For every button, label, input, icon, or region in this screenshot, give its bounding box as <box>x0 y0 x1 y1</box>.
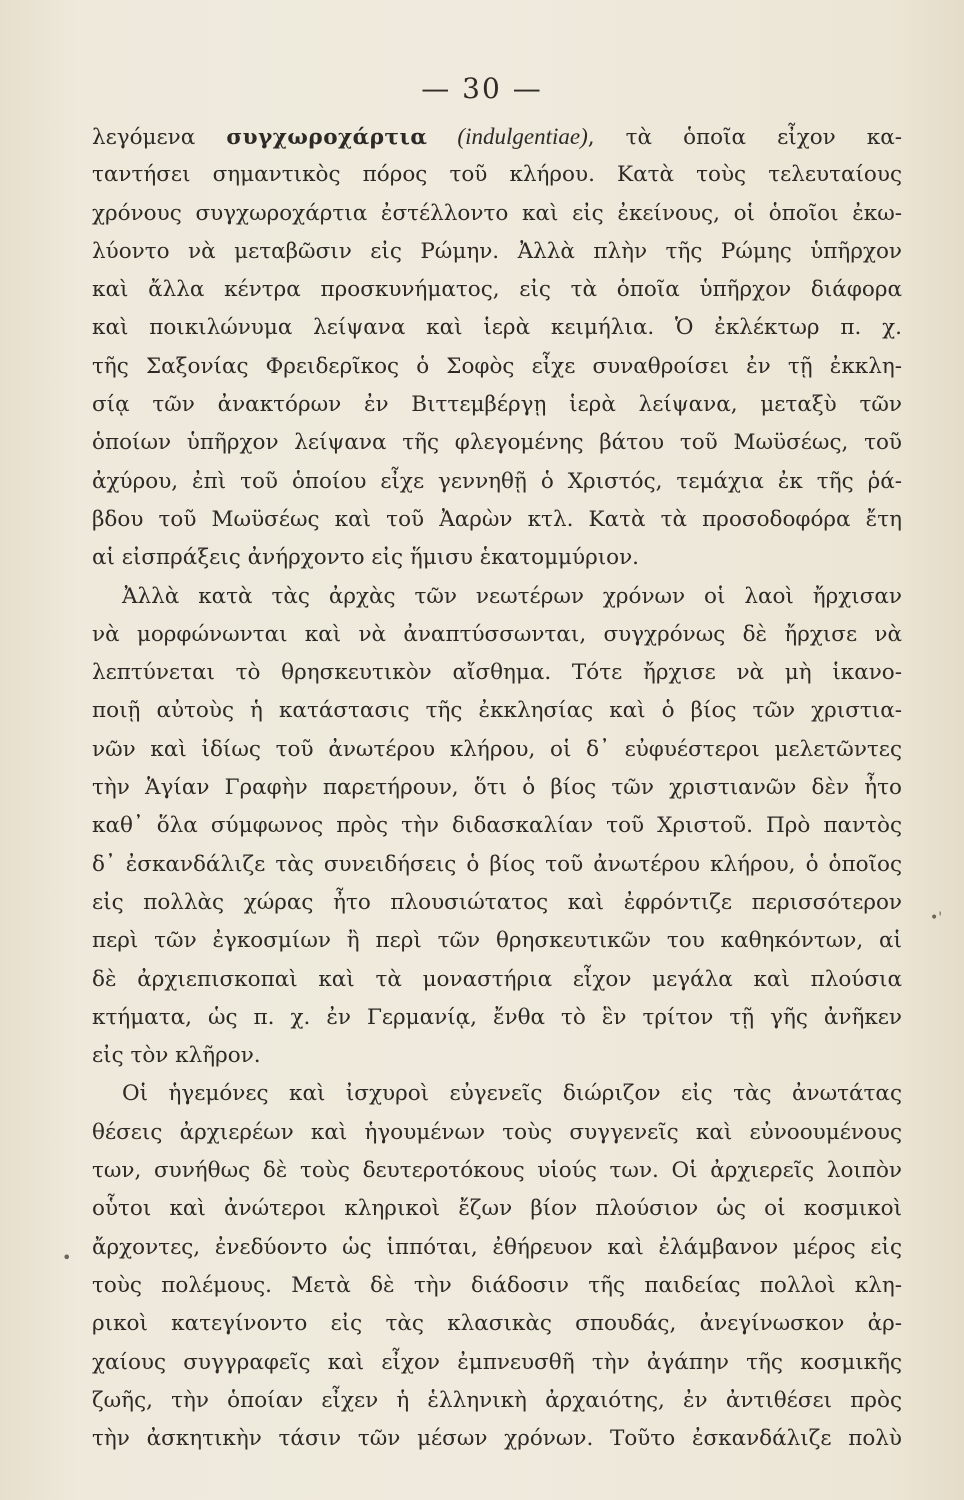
page-number: — 30 — <box>421 72 543 105</box>
text-line: Ἀλλὰ κατὰ τὰς ἀρχὰς τῶν νεωτέρων χρόνων οἱ λαοὶ ἤρχισαν <box>122 583 902 609</box>
text-line: εἰς τὸν κλῆρον. <box>92 1043 261 1069</box>
term-italic: (indulgentiae) <box>427 124 588 149</box>
text-line: Οἱ ἡγεμόνες καὶ ἰσχυροὶ εὐγενεῖς διώριζον εἰς τὰς ἀνωτάτας <box>122 1081 902 1107</box>
text-line: ζωῆς, τὴν ὁποίαν εἶχεν ἡ ἑλληνικὴ ἀρχαιότης, ἐν ἀντιθέσει πρὸς <box>92 1387 902 1413</box>
text-line: καθ᾿ ὅλα σύμφωνος πρὸς τὴν διδασκαλίαν τοῦ Χριστοῦ. Πρὸ παντὸς <box>92 813 902 839</box>
text-line: νῶν καὶ ἰδίως τοῦ ἀνωτέρου κλήρου, οἱ δ᾿ εὐφυέστεροι μελετῶντες <box>92 736 902 762</box>
text-line: σίᾳ τῶν ἀνακτόρων ἐν Βιττεμβέργῃ ἱερὰ λείψανα, μεταξὺ τῶν <box>92 392 902 418</box>
text-line: ποιῇ αὐτοὺς ἡ κατάστασις τῆς ἐκκλησίας καὶ ὁ βίος τῶν χριστια- <box>92 698 902 724</box>
text-line: δὲ ἀρχιεπισκοπαὶ καὶ τὰ μοναστήρια εἶχον μεγάλα καὶ πλούσια <box>92 966 902 992</box>
text-line: τῆς Σαξονίας Φρειδερῖκος ὁ Σοφὸς εἶχε συναθροίσει ἐν τῇ ἐκκλη- <box>92 353 902 379</box>
text-line: καὶ ποικιλώνυμα λείψανα καὶ ἱερὰ κειμήλια. Ὁ ἐκλέκτωρ π. χ. <box>92 315 902 341</box>
text-line: χαίους συγγραφεῖς καὶ εἶχον ἐμπνευσθῆ τὴν ἀγάπην τῆς κοσμικῆς <box>92 1349 902 1375</box>
text-line: χρόνους συγχωροχάρτια ἐστέλλοντο καὶ εἰς ἐκείνους, οἱ ὁποῖοι ἐκω- <box>92 200 902 226</box>
text-line: αἱ εἰσπράξεις ἀνήρχοντο εἰς ἥμισυ ἑκατομμύριον. <box>92 545 640 571</box>
text-line: λεπτύνεται τὸ θρησκευτικὸν αἴσθημα. Τότε ἤρχισε νὰ μὴ ἱκανο- <box>92 660 902 686</box>
line-rest: , τὰ ὁποῖα εἶχον κα- <box>587 125 902 150</box>
text-line <box>92 118 902 156</box>
text-line: νὰ μορφώνωνται καὶ νὰ ἀναπτύσσωνται, συγχρόνως δὲ ἤρχισε νὰ <box>92 621 902 647</box>
text-line: ὁποίων ὑπῆρχον λείψανα τῆς φλεγομένης βάτου τοῦ Μωϋσέως, τοῦ <box>92 430 902 456</box>
text-line: ρικοὶ κατεγίνοντο εἰς τὰς κλασικὰς σπουδάς, ἀνεγίνωσκον ἀρ- <box>92 1311 902 1337</box>
margin-mark-left: • <box>62 1248 72 1267</box>
text-line: των, συνήθως δὲ τοὺς δευτεροτόκους υἱούς των. Οἱ ἀρχιερεῖς λοιπὸν <box>92 1158 902 1184</box>
text-line: περὶ τῶν ἐγκοσμίων ἢ περὶ τῶν θρησκευτικῶν του καθηκόντων, αἱ <box>92 928 902 954</box>
text-line: λύοντο νὰ μεταβῶσιν εἰς Ρώμην. Ἀλλὰ πλὴν τῆς Ρώμης ὑπῆρχον <box>92 238 902 264</box>
text-line: καὶ ἄλλα κέντρα προσκυνήματος, εἰς τὰ ὁποῖα ὑπῆρχον διάφορα <box>92 277 902 303</box>
text-line: τὴν Ἁγίαν Γραφὴν παρετήρουν, ὅτι ὁ βίος τῶν χριστιανῶν δὲν ἦτο <box>92 775 902 801</box>
margin-mark-right: •' <box>930 910 943 926</box>
text-line: ταντήσει σημαντικὸς πόρος τοῦ κλήρου. Κατὰ τοὺς τελευταίους <box>92 162 902 188</box>
text-line: δ᾿ ἐσκανδάλιζε τὰς συνειδήσεις ὁ βίος τοῦ ἀνωτέρου κλήρου, ὁ ὁποῖος <box>92 851 902 877</box>
line-lead: λεγόμενα <box>92 125 227 150</box>
text-body <box>92 118 902 1458</box>
text-line: θέσεις ἀρχιερέων καὶ ἡγουμένων τοὺς συγγενεῖς καὶ εὐνοουμένους <box>92 1119 902 1145</box>
text-line: ἄρχοντες, ἐνεδύοντο ὡς ἱππόται, ἐθήρευον καὶ ἐλάμβανον μέρος εἰς <box>92 1234 902 1260</box>
term-bold: συγχωροχάρτια <box>226 125 428 150</box>
text-line: ἀχύρου, ἐπὶ τοῦ ὁποίου εἶχε γεννηθῇ ὁ Χριστός, τεμάχια ἐκ τῆς ῥά- <box>92 468 902 494</box>
text-line: τοὺς πολέμους. Μετὰ δὲ τὴν διάδοσιν τῆς παιδείας πολλοὶ κλη- <box>92 1272 902 1298</box>
text-line: βδου τοῦ Μωϋσέως καὶ τοῦ Ἀαρὼν κτλ. Κατὰ τὰ προσοδοφόρα ἔτη <box>92 506 902 532</box>
text-line: εἰς πολλὰς χώρας ἦτο πλουσιώτατος καὶ ἐφρόντιζε περισσότερον <box>92 889 902 915</box>
text-line: τὴν ἀσκητικὴν τάσιν τῶν μέσων χρόνων. Τοῦτο ἐσκανδάλιζε πολὺ <box>92 1426 902 1452</box>
text-line: κτήματα, ὡς π. χ. ἐν Γερμανίᾳ, ἔνθα τὸ ἓν τρίτον τῇ γῆς ἀνῆκεν <box>92 1004 902 1030</box>
text-line: οὗτοι καὶ ἀνώτεροι κληρικοὶ ἔζων βίον πλούσιον ὡς οἱ κοσμικοὶ <box>92 1196 902 1222</box>
